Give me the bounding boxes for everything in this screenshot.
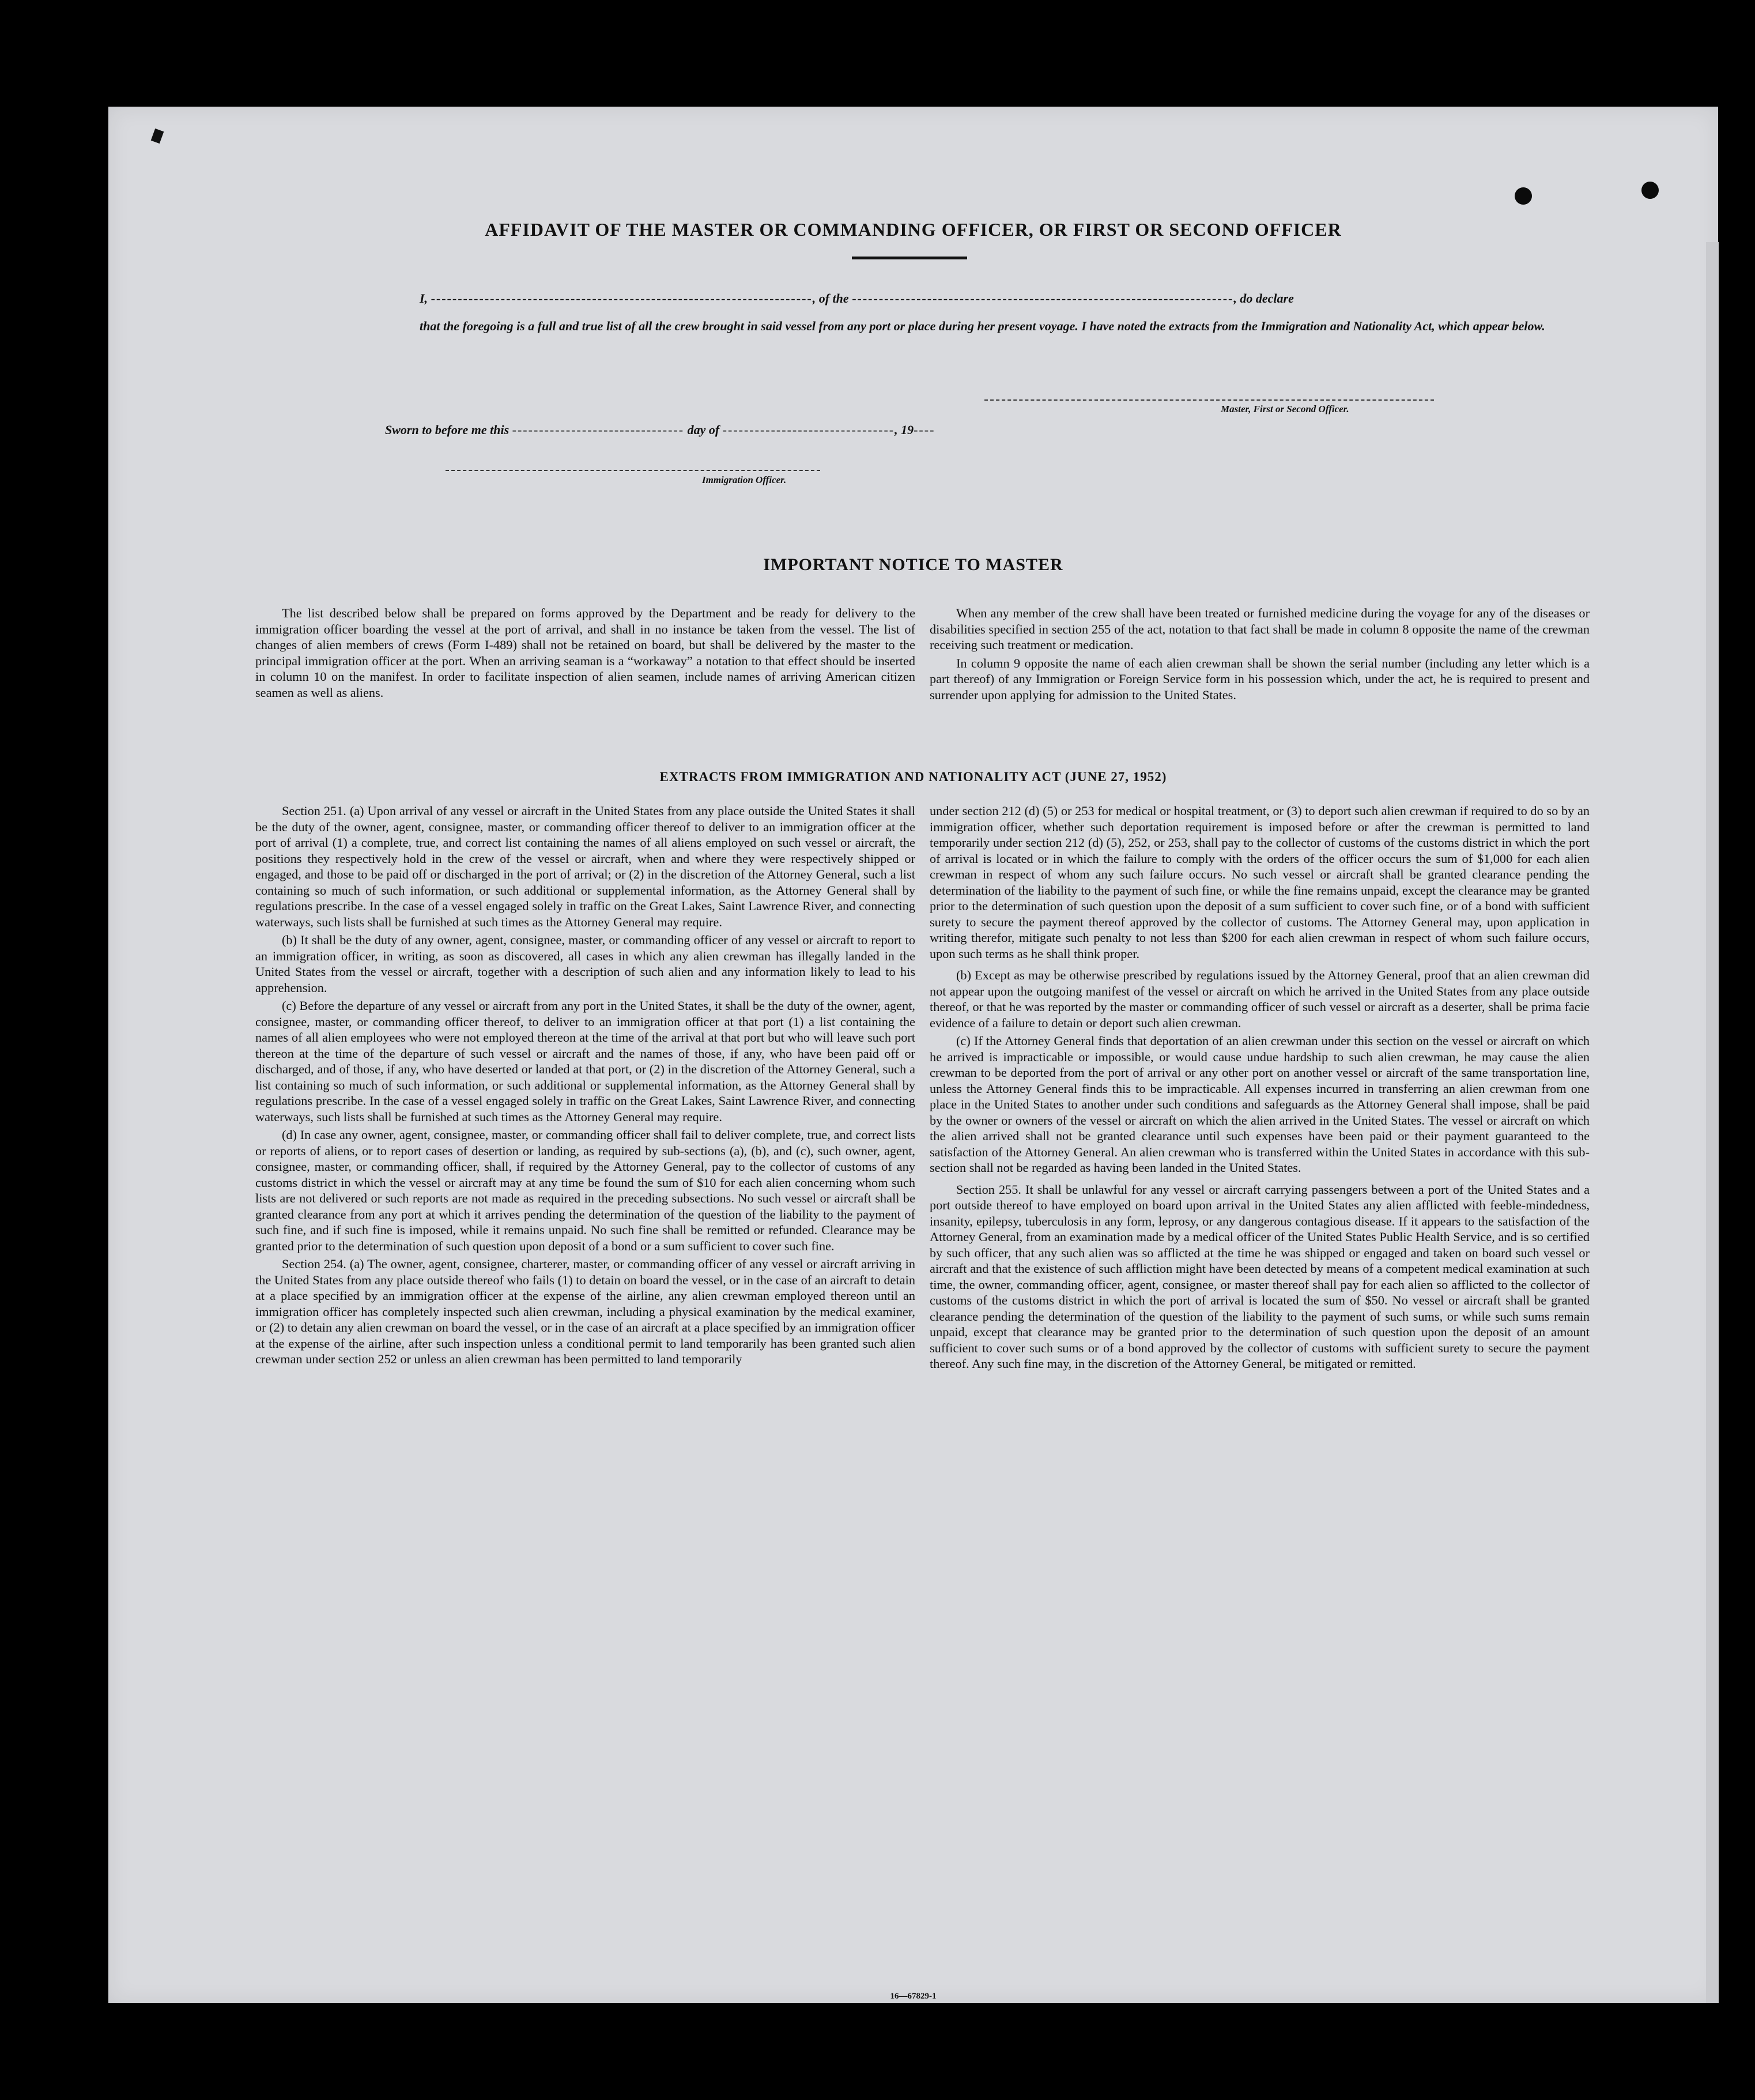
immigration-officer-label: Immigration Officer. xyxy=(702,474,787,485)
document-page xyxy=(108,107,1718,2003)
notice-left-column xyxy=(255,605,915,703)
master-signature-label: Master, First or Second Officer. xyxy=(1221,404,1349,414)
notice-right-column xyxy=(930,605,1590,705)
section-254a-continued: under section 212 (d) (5) or 253 for medical or hospital treatment, or (3) to deport such alien crewman if required to do so by an immigration officer, whether such deportation requirement is imposed before or after the crewman is permitted to land temporarily under section 212 (d) (5), 252, or 253, shall pay to the collector of customs of the customs district in which the port of arrival is located or in which the failure to comply with the orders of the officer occurs the sum of $1,000 for each alien crewman in respect of whom any such failure occurs. No such vessel or aircraft shall be granted clearance pending the determination of the liability to the payment of such fine, or while the fine remains unpaid, except the clearance may be granted prior to the determination of such question upon the deposit of a sum sufficient to cover such fine, or of a bond with sufficient surety to secure the payment thereof approved by the collector of customs. The Attorney General may, upon application in writing therefor, mitigate such penalty to not less than $200 for each alien crewman in respect of whom such failure occurs, upon such terms as he shall think proper. xyxy=(930,804,1590,961)
notice-right-paragraph-1: When any member of the crew shall have been treated or furnished medicine during the voyage for any of the diseases or disabilities specified in section 255 of the act, notation to that fact shall be made in column 8 opposite the name of the crewman receiving such treatment or medication. xyxy=(930,606,1590,652)
punch-hole-right xyxy=(1641,182,1659,199)
immigration-officer-signature-line xyxy=(446,470,820,471)
title-underline xyxy=(852,257,967,259)
affidavit-title: AFFIDAVIT OF THE MASTER OR COMMANDING OFFICER, OR FIRST OR SECOND OFFICER xyxy=(485,219,1342,240)
declare-i: I, xyxy=(420,291,428,306)
declare-of-the: , of the xyxy=(812,291,849,306)
notice-right-paragraph-2: In column 9 opposite the name of each alien crewman shall be shown the serial number (including any letter which is a part thereof) of any Immigration or Foreign Service form in his possession which, under the act, he is required to present and surrender upon applying for admission to the United States. xyxy=(930,655,1590,702)
punch-hole-left xyxy=(1515,187,1532,205)
section-254b: (b) Except as may be otherwise prescribed by regulations issued by the Attorney General, proof that an alien crewman did not appear upon the outgoing manifest of the vessel or aircraft on which he arrived in the United States from any place outside thereof, or that he was reported by the master or commanding officer of such vessel or aircraft as a deserter, shall be prima facie evidence of a failure to detain or deport such alien crewman. xyxy=(930,968,1590,1030)
notice-left-paragraph: The list described below shall be prepared on forms approved by the Department and be ready for delivery to the immigration officer boarding the vessel at the port of arrival, and shall in no instance be taken from the vessel. The list of changes of alien members of crews (Form I-489) shall not be retained on board, but shall be delivered by the master to the principal immigration officer at the port. When an arriving seaman is a “workaway” a notation to that effect should be inserted in column 10 on the manifest. In order to facilitate inspection of alien seamen, include names of arriving American citizen seamen as well as aliens. xyxy=(255,606,915,700)
sworn-day-blank: -------------------------------- xyxy=(512,423,685,437)
declare-do-declare: , do declare xyxy=(1233,291,1294,306)
section-251d: (d) In case any owner, agent, consignee, master, or commanding officer shall fail to deliver complete, true, and correct lists or reports of aliens, or to report cases of desertion or landing, as required by sub-sections (a), (b), and (c), such owner, agent, consignee, master, or commanding officer, shall, if required by the Attorney General, pay to the collector of customs of any customs district in which the vessel or aircraft may at any time be found the sum of $10 for each alien concerning whom such lists are not delivered or such reports are not made as required in the preceding subsections. No such vessel or aircraft shall be granted clearance from any port at which it arrives pending the determination of the question of the liability to the payment of such fine, and if such fine is imposed, while it remains unpaid. No such fine shall be remitted or refunded. Clearance may be granted prior to the determination of such question upon deposit of a bond or a sum sufficient to cover such fine. xyxy=(255,1128,915,1253)
extracts-left-column xyxy=(255,803,915,1370)
declaration-line xyxy=(420,291,1294,306)
vessel-blank: ----------------------------------------------------------------------- xyxy=(852,291,1234,306)
sworn-day-of: day of xyxy=(687,423,720,437)
sworn-line xyxy=(385,423,935,438)
extracts-right-column xyxy=(930,803,1590,1374)
extracts-title: EXTRACTS FROM IMMIGRATION AND NATIONALITY ACT (JUNE 27, 1952) xyxy=(659,770,1167,784)
sworn-prefix: Sworn to before me this xyxy=(385,423,509,437)
declaration-text: that the foregoing is a full and true list of all the crew brought in said vessel from any port or place during her present voyage. I have noted the extracts from the Immigration and Nationality Act, which appear below. xyxy=(420,319,1545,333)
section-254a: Section 254. (a) The owner, agent, consignee, charterer, master, or commanding officer of any vessel or aircraft arriving in the United States from any place outside thereof who fails (1) to detain on board the vessel, or in the case of an aircraft to detain at a place specified by an immigration officer at the expense of the airline, any alien crewman employed thereon until an immigration officer has completely inspected such alien crewman, including a physical examination by the medical examiner, or (2) to detain any alien crewman on board the vessel, or in the case of an aircraft at a place specified by an immigration officer at the expense of the airline, after such inspection unless a conditional permit to land temporarily has been granted such alien crewman under section 252 or unless an alien crewman has been permitted to land temporarily xyxy=(255,1257,915,1366)
section-251a: Section 251. (a) Upon arrival of any vessel or aircraft in the United States from any place outside the United States it shall be the duty of the owner, agent, consignee, master, or commanding officer thereof to deliver to an immigration officer at the port of arrival (1) a complete, true, and correct list containing the names of all aliens employed on such vessel or aircraft, the positions they respectively hold in the crew of the vessel or aircraft, when and where they were respectively shipped or engaged, and those to be paid off or discharged in the port of arrival; or (2) in the discretion of the Attorney General, such a list containing so much of such information, or such additional or supplemental information, as the Attorney General shall by regulations prescribe. In the case of a vessel engaged solely in traffic on the Great Lakes, Saint Lawrence River, and connecting waterways, such lists shall be furnished at such times as the Attorney General may require. xyxy=(255,804,915,929)
form-number: 16—67829-1 xyxy=(890,1992,937,2001)
name-blank: ----------------------------------------------------------------------- xyxy=(431,291,813,306)
section-254c: (c) If the Attorney General finds that deportation of an alien crewman under this section on the vessel or aircraft on which he arrived is impracticable or impossible, or would cause undue hardship to such alien crewman, he may cause the alien crewman to be deported from the port of arrival or any other port on another vessel or aircraft of the same transportation line, unless the Attorney General finds this to be impracticable. All expenses incurred in transferring an alien crewman from one place in the United States to another under such conditions and safeguards as the Attorney General shall impose, shall be paid by the owner or owners of the vessel or aircraft on which the alien arrived in the United States. The vessel or aircraft on which the alien arrived shall not be granted clearance until such expenses have been paid or their payment guaranteed to the satisfaction of the Attorney General. An alien crewman who is transferred within the United States in accordance with this sub-section shall not be regarded as having been landed in the United States. xyxy=(930,1034,1590,1175)
section-251c: (c) Before the departure of any vessel or aircraft from any port in the United States, it shall be the duty of the owner, agent, consignee, master, or commanding officer thereof, to deliver to an immigration officer at that port (1) a list containing the names of all alien employees who were not employed thereon at the time of the arrival at that port but who will leave such port thereon at the time of the departure of such vessel or aircraft and the names of those, if any, who have been paid off or discharged, and of those, if any, who have deserted or landed at that port, or (2) in the discretion of the Attorney General, such a list containing so much of such information, or such additional or supplemental information, as the Attorney General shall by regulations prescribe. In the case of a vessel engaged solely in traffic on the Great Lakes, Saint Lawrence River, and connecting waterways, such lists shall be furnished at such times as the Attorney General may require. xyxy=(255,998,915,1124)
sworn-month-blank: -------------------------------- xyxy=(722,423,895,437)
notice-title: IMPORTANT NOTICE TO MASTER xyxy=(763,555,1063,574)
master-signature-line xyxy=(984,399,1434,401)
sworn-year-blank: ---- xyxy=(914,423,935,437)
section-251b: (b) It shall be the duty of any owner, agent, consignee, master, or commanding officer of any vessel or aircraft to report to an immigration officer, in writing, as soon as discovered, all cases in which any alien crewman has illegally landed in the United States from the vessel or aircraft, together with a description of such alien and any information likely to lead to his apprehension. xyxy=(255,933,915,995)
page-right-edge xyxy=(1706,242,1719,2003)
section-255: Section 255. It shall be unlawful for any vessel or aircraft carrying passengers between a port of the United States and a port outside thereof to have employed on board upon arrival in the United States any alien afflicted with feeble-mindedness, insanity, epilepsy, tuberculosis in any form, leprosy, or any dangerous contagious disease. If it appears to the satisfaction of the Attorney General, from an examination made by a medical officer of the United States Public Health Service, and is so certified by such officer, that any such alien was so afflicted at the time he was shipped or engaged and taken on board such vessel or aircraft and that the existence of such affliction might have been detected by means of a competent medical examination at such time, the owner, commanding officer, agent, consignee, or master thereof shall pay for each alien so afflicted to the collector of customs of the customs district in which the port of arrival is located the sum of $50. No vessel or aircraft shall be granted clearance pending the determination of the question of the liability to the payment of such sums, or while such sums remain unpaid, except that clearance may be granted prior to the determination of such question upon the deposit of an amount sufficient to cover such sums or of a bond approved by the collector of customs with sufficient surety to secure the payment thereof. Any such fine may, in the discretion of the Attorney General, be mitigated or remitted. xyxy=(930,1182,1590,1371)
sworn-year-prefix: , 19 xyxy=(895,423,914,437)
